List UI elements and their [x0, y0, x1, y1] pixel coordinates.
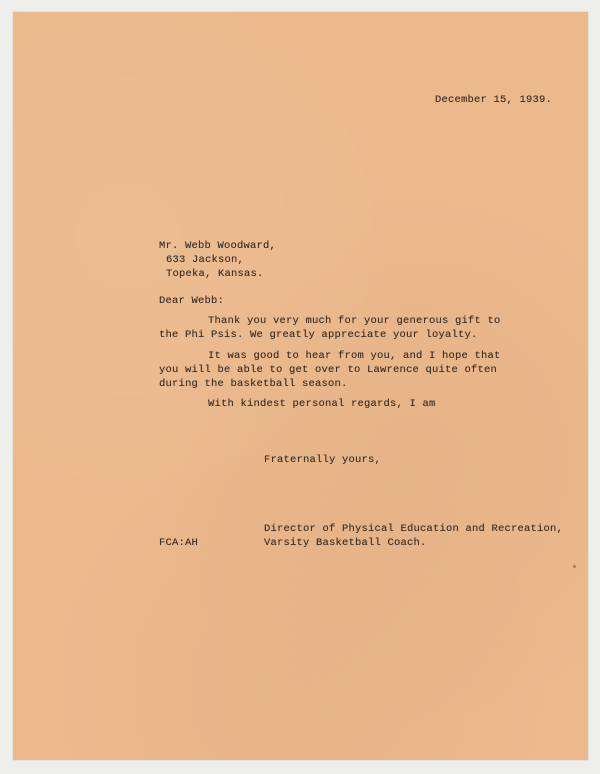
paragraph-1-line-2: the Phi Psis. We greatly appreciate your loyalty.: [159, 329, 478, 341]
letter-date: December 15, 1939.: [435, 94, 553, 106]
paper-speck: [573, 565, 576, 568]
signature-title-line-2: Varsity Basketball Coach.: [264, 537, 427, 549]
initials: FCA:AH: [159, 537, 199, 549]
letter-page: [13, 12, 588, 760]
addressee-name: Mr. Webb Woodward,: [159, 240, 277, 252]
paragraph-2-line-3: during the basketball season.: [159, 378, 348, 390]
closing: Fraternally yours,: [264, 454, 382, 466]
addressee-street: 633 Jackson,: [166, 254, 245, 266]
addressee-city: Topeka, Kansas.: [166, 268, 264, 280]
paragraph-2-line-1: It was good to hear from you, and I hope that: [208, 350, 501, 362]
paragraph-2-line-2: you will be able to get over to Lawrence quite often: [159, 364, 498, 376]
salutation: Dear Webb:: [159, 295, 225, 307]
signature-title-line-1: Director of Physical Education and Recreation,: [264, 523, 564, 535]
paragraph-1-line-1: Thank you very much for your generous gift to: [208, 315, 501, 327]
paragraph-3: With kindest personal regards, I am: [208, 398, 436, 410]
